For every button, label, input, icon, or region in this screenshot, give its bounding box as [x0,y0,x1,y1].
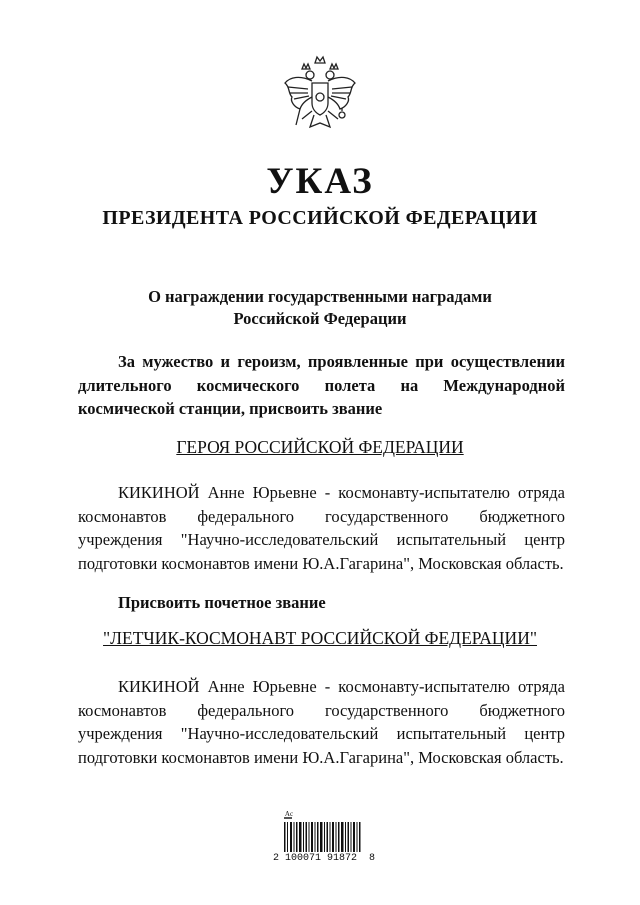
award-title-cosmonaut: "ЛЕТЧИК-КОСМОНАВТ РОССИЙСКОЙ ФЕДЕРАЦИИ" [103,628,537,648]
paragraph-line: учреждения "Научно-исследовательский испытательный центр [78,530,565,549]
paragraph-line: За мужество и героизм, проявленные при осуществлении [118,352,565,371]
recipient-paragraph [78,675,565,769]
decree-heading [0,286,640,330]
decree-title: УКАЗ [266,161,374,202]
paragraph-line: длительного космического полета на Международной [78,375,565,395]
paragraph-line: подготовки космонавтов имени Ю.А.Гагарина", Московская область. [78,747,564,767]
paragraph-line: КИКИНОЙ Анне Юрьевне - космонавту-испытателю отряда [118,677,565,696]
paragraph-line: космической станции, присвоить звание [78,399,383,418]
paragraph-line: Присвоить почетное звание [118,593,326,612]
barcode-icon [278,808,368,878]
paragraph-line: космонавтов федерального государственного бюджетного [78,506,565,526]
barcode-number: 2 100071 91872 8 [273,853,376,864]
coat-of-arms-icon [282,53,358,143]
paragraph-line: КИКИНОЙ Анне Юрьевне - космонавту-испытателю отряда [118,483,565,502]
heading-line: О награждении государственными наградами [148,287,492,306]
second-award-intro [78,591,565,615]
barcode-mark: Ac [284,810,294,818]
paragraph-line: подготовки космонавтов имени Ю.А.Гагарина", Московская область. [78,553,564,573]
recipient-paragraph [78,481,565,575]
paragraph-line: учреждения "Научно-исследовательский испытательный центр [78,724,565,743]
paragraph-line: космонавтов федерального государственного бюджетного [78,700,565,720]
preamble-paragraph [78,350,565,421]
heading-line: Российской Федерации [233,309,407,328]
award-title-hero: ГЕРОЯ РОССИЙСКОЙ ФЕДЕРАЦИИ [176,437,464,457]
decree-subtitle: ПРЕЗИДЕНТА РОССИЙСКОЙ ФЕДЕРАЦИИ [102,207,538,229]
